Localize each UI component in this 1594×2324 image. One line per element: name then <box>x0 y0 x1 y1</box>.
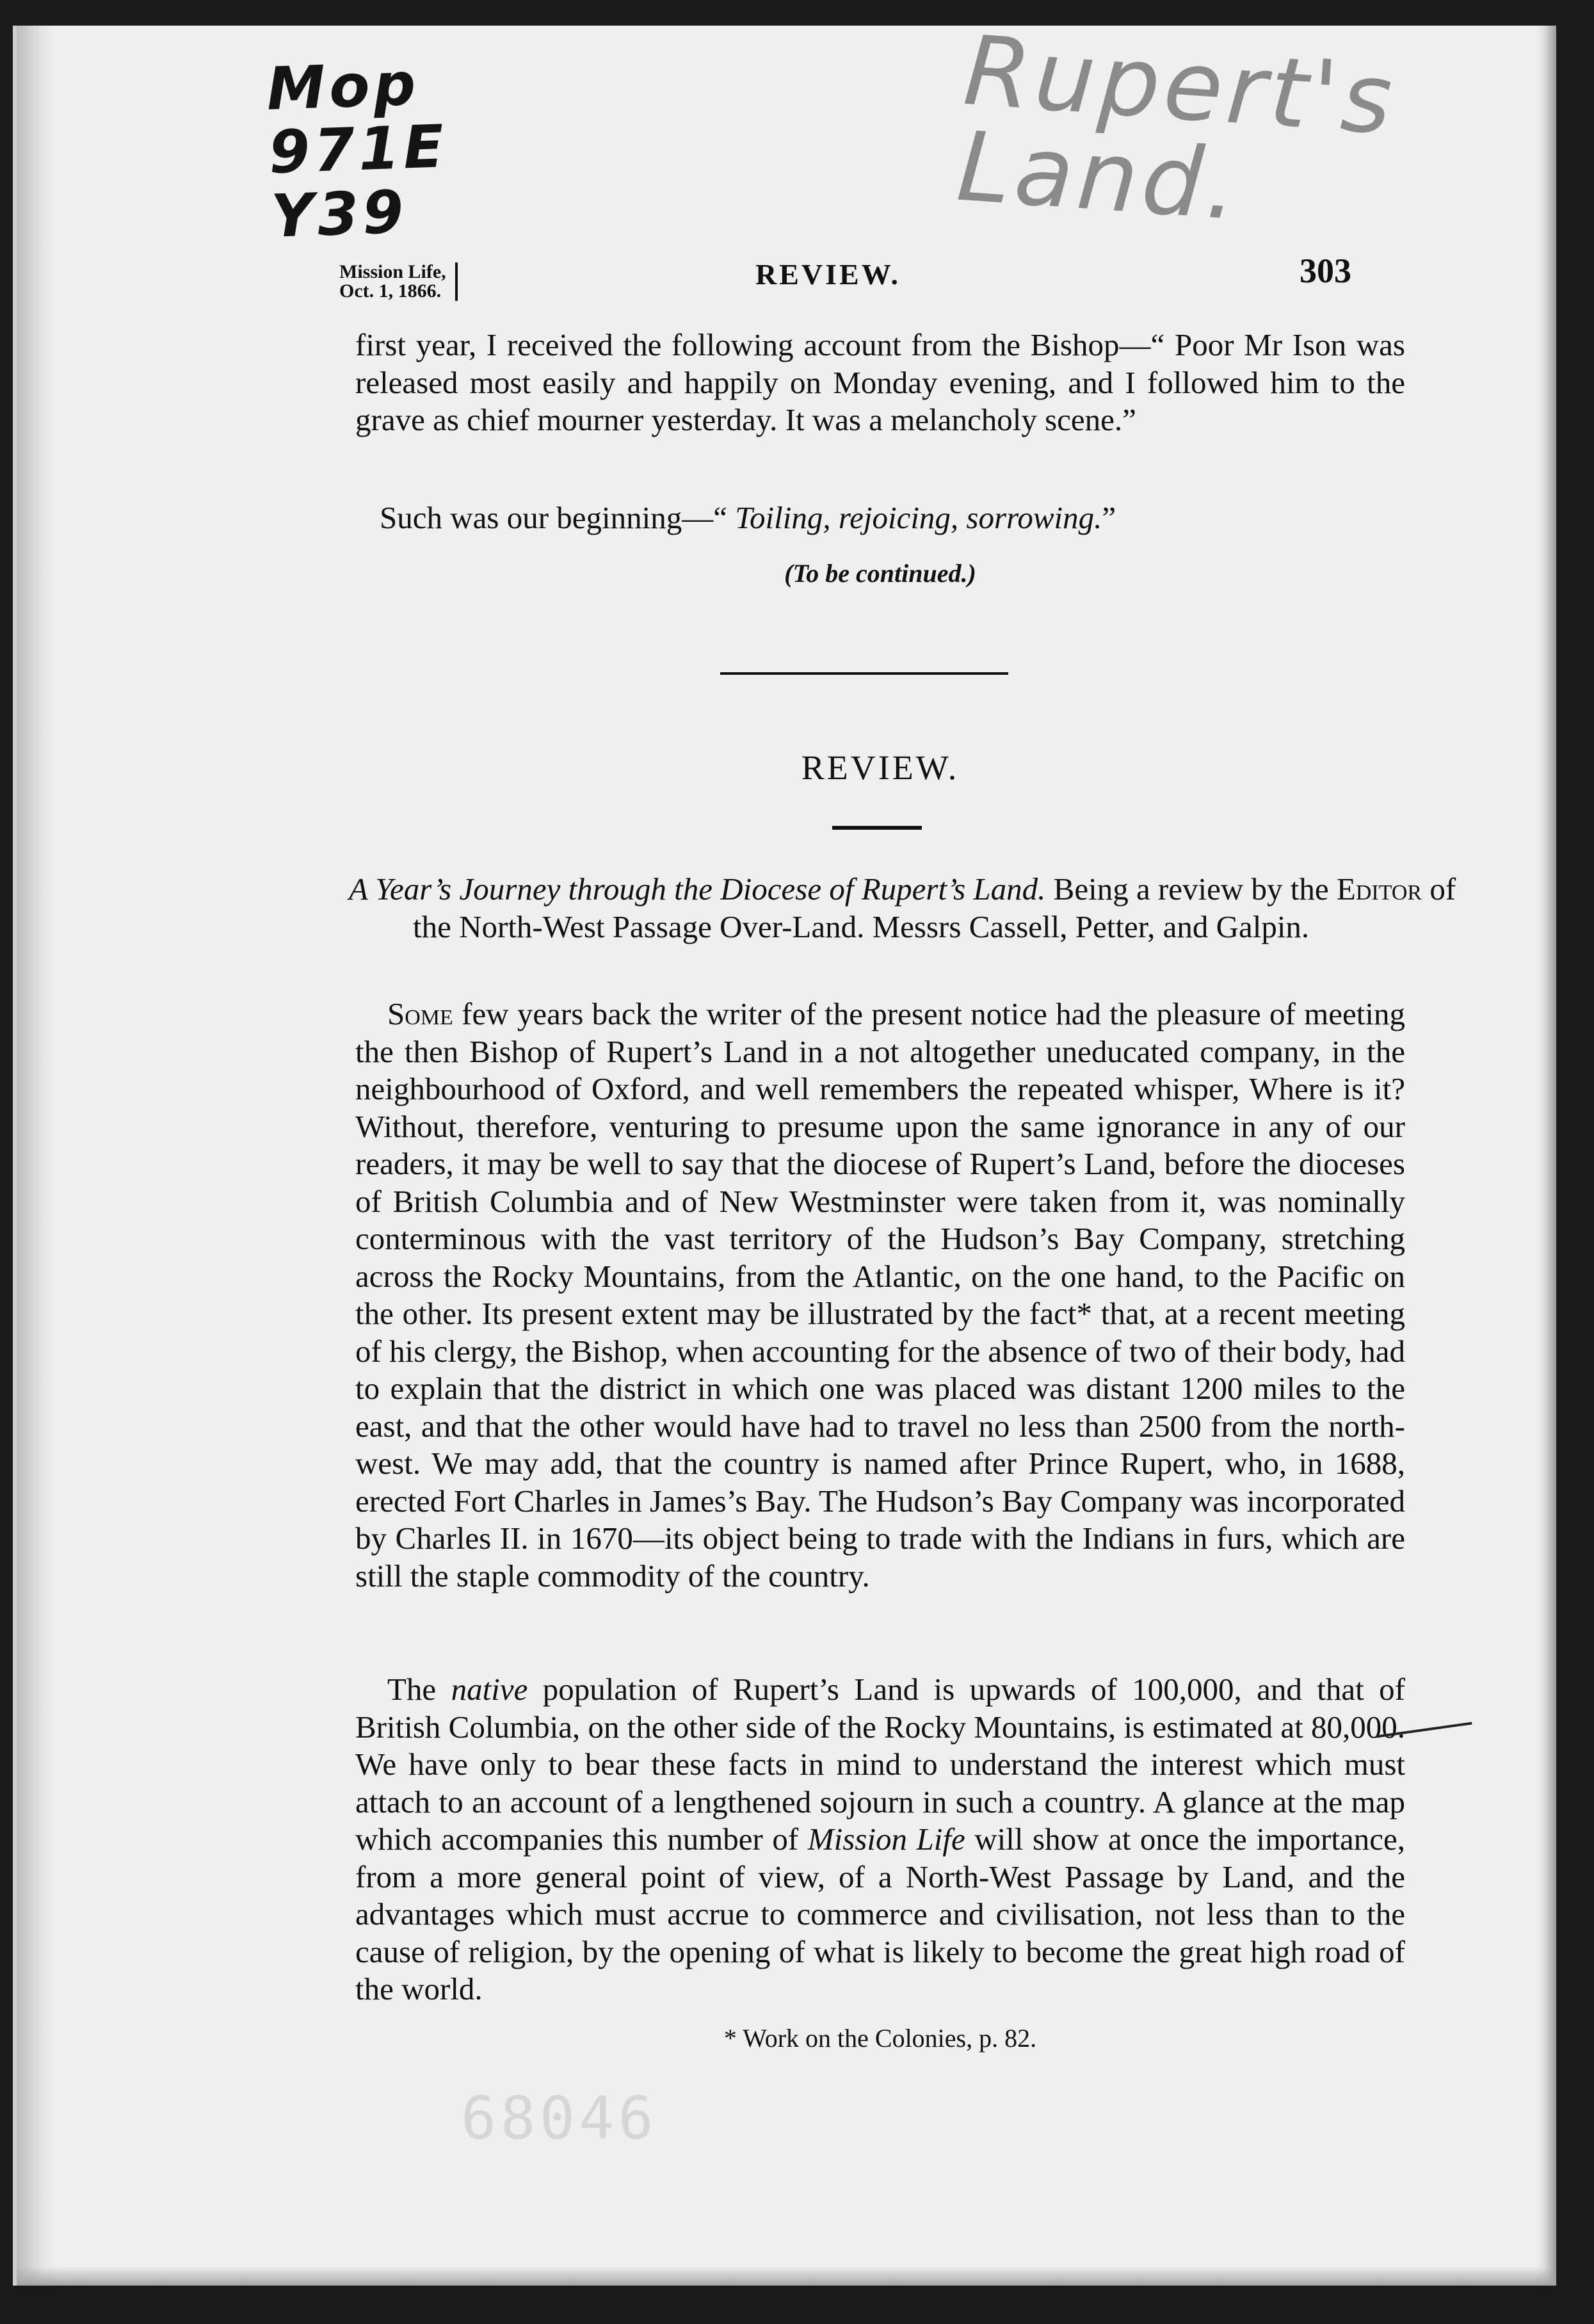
citation-text: Being a review by the <box>1045 871 1337 907</box>
paragraph-text: The <box>387 1672 451 1707</box>
handwritten-call-number <box>265 49 451 251</box>
closing-paragraph <box>355 499 1405 537</box>
closing-lead: Such was our beginning—“ <box>380 500 736 535</box>
call-number-line: Y39 <box>270 177 408 251</box>
review-heading: REVIEW. <box>801 748 960 787</box>
continued-paragraph: first year, I received the following account from the Bishop—“ Poor Mr Ison was released most easily and happily on Monday evening, and I followed him to the grave as chief mourner yesterday. It was a melancholy scene.” <box>355 327 1405 437</box>
review-paragraph-1 <box>355 996 1405 1595</box>
closing-italic: Toiling, rejoicing, sorrowing. <box>735 500 1102 535</box>
paragraph-text: will show at once the importance, from a more general point of view, of a North-West Passage by Land, and the advantages which must accrue to commerce and civilisation, not less than to the cause of religion, by the opening of what is likely to become the great high road of the world. <box>355 1821 1405 2006</box>
paragraph-text: few years back the writer of the present notice had the pleasure of meeting the then Bishop of Rupert’s Land in a not altogether uneducated company, in the neighbourhood of Oxford, and well remembers the repeated whisper, Where is it? Without, therefore, venturing to presume upon the same ignorance in any of our readers, it may be well to say that the diocese of Rupert’s Land, before the dioceses of British Columbia and of New Westminster were taken from it, was nominally conterminous with the vast territory of the Hudson’s Bay Company, stretching across the Rocky Mountains, from the Atlantic, on the one hand, to the Pacific on the other. Its present extent may be illustrated by the fact* that, at a recent meeting of his clergy, the Bishop, when accounting for the absence of two of their body, had to explain that the district in which one was placed was distant 1200 miles to the east, and that the other would have had to travel no less than 2500 from the north-west. We may add, that the country is named after Prince Rupert, who, in 1688, erected Fort Charles in James’s Bay. The Hudson’s Bay Company was incorporated by Charles II. in 1670—its object being to trade with the Indians in furs, which are still the staple commodity of the country. <box>355 996 1405 1594</box>
page-edge-bottom <box>17 2266 1556 2286</box>
call-number-line: 971E <box>268 112 449 188</box>
binding-shadow <box>17 26 55 2286</box>
review-paragraph-2 <box>355 1671 1405 2008</box>
library-stamp-number: 68046 <box>461 2084 657 2152</box>
page-edge-right <box>1537 26 1556 2286</box>
citation-text: of the North-West Passage Over-Land. Messrs Cassell, Petter, and Galpin. <box>413 871 1456 944</box>
paragraph-text: population of Rupert’s Land is upwards of 100,000, and that of British Columbia, on the other side of the Rocky Mountains, is estimated at 80,000. We have only to bear these facts in mind to understand the interest which must attach to an account of a lengthened sojourn in such a country. A glance at the map which accompanies this number of <box>355 1672 1405 1857</box>
source-line: Mission Life, <box>339 261 446 282</box>
drop-word: Some <box>387 996 453 1031</box>
heading-rule <box>832 826 922 830</box>
footnote: * Work on the Colonies, p. 82. <box>723 2024 1037 2053</box>
citation-editor: Editor <box>1336 871 1422 907</box>
italic-word: native <box>451 1672 528 1707</box>
source-line: Oct. 1, 1866. <box>339 280 442 302</box>
to-be-continued: (To be continued.) <box>784 559 976 588</box>
section-divider <box>720 672 1008 675</box>
running-head-source <box>339 262 458 301</box>
review-citation <box>349 871 1469 946</box>
running-head-title: REVIEW. <box>755 258 901 291</box>
italic-title: Mission Life <box>807 1821 965 1857</box>
closing-end: ” <box>1102 500 1116 535</box>
call-number-line: Mop <box>265 49 421 124</box>
page-number: 303 <box>1300 252 1351 290</box>
handwritten-subject-note: Rupert's Land. <box>953 15 1399 243</box>
book-title: A Year’s Journey through the Diocese of Rupert’s Land. <box>349 871 1046 907</box>
